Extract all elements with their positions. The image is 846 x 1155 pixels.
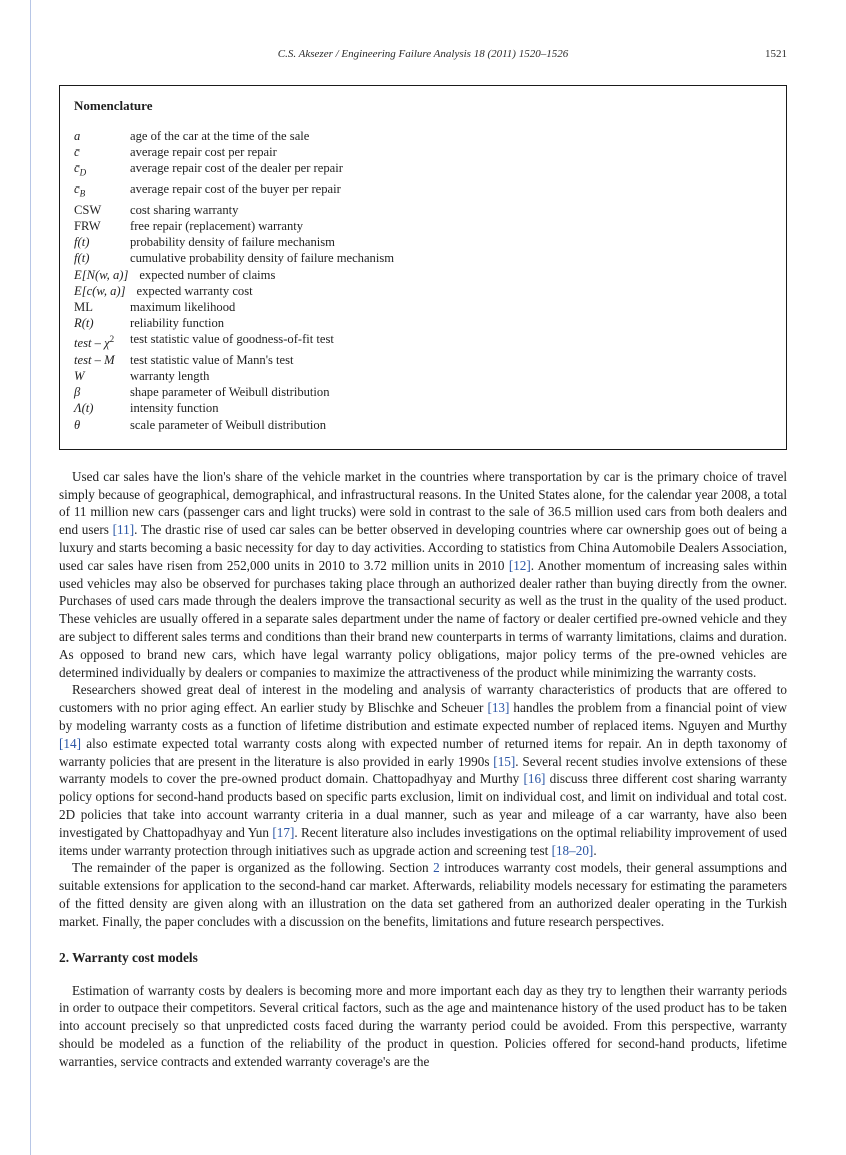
symbol: f(t)	[74, 235, 90, 250]
definition: cumulative probability density of failure mechanism	[130, 251, 395, 266]
symbol: β	[74, 385, 81, 400]
definition: reliability function	[130, 316, 225, 331]
citation-link[interactable]: [16]	[523, 771, 546, 787]
page-content	[59, 0, 787, 1071]
symbol: E[N(w, a)]	[74, 267, 129, 282]
definition: scale parameter of Weibull distribution	[130, 417, 326, 432]
symbol: test – $\chi^2$	[74, 334, 115, 351]
nomenclature-box	[59, 85, 787, 450]
definition: warranty length	[130, 369, 210, 384]
symbol: Λ(t)	[74, 401, 94, 416]
nomenclature-entry	[74, 144, 772, 160]
definition: average repair cost of the buyer per repair	[130, 182, 341, 197]
nomenclature-entry	[74, 218, 772, 234]
symbol: E[c(w, a)]	[74, 283, 126, 298]
citation-link[interactable]: [15]	[493, 753, 516, 769]
definition: expected number of claims	[139, 267, 276, 282]
symbol: a	[74, 129, 81, 143]
nomenclature-entry	[74, 234, 772, 250]
nomenclature-entry	[74, 368, 772, 384]
nomenclature-entry	[74, 202, 772, 218]
citation-link[interactable]: [12]	[508, 557, 531, 573]
definition: test statistic value of Mann's test	[130, 352, 294, 367]
definition: age of the car at the time of the sale	[130, 129, 310, 143]
running-head-title: C.S. Aksezer / Engineering Failure Analysis 18 (2011) 1520–1526	[277, 48, 569, 60]
nomenclature-title: Nomenclature	[74, 98, 153, 113]
symbol: FRW	[74, 219, 101, 234]
nomenclature-entry	[74, 417, 772, 433]
symbol: $c̄_D$	[74, 161, 87, 178]
nomenclature-entry	[74, 384, 772, 400]
symbol: c̄	[74, 145, 80, 160]
section-heading: 2. Warranty cost models	[59, 949, 198, 965]
nomenclature-entry	[74, 160, 772, 181]
definition: probability density of failure mechanism	[130, 235, 335, 250]
nomenclature-entry	[74, 128, 772, 144]
page-left-edge-line	[30, 0, 31, 1155]
nomenclature-entry	[74, 299, 772, 315]
symbol: $c̄_B$	[74, 182, 86, 199]
nomenclature-entry	[74, 181, 772, 202]
citation-link[interactable]: [17]	[272, 824, 295, 840]
symbol: θ	[74, 417, 81, 432]
nomenclature-list	[74, 128, 772, 433]
definition: expected warranty cost	[136, 283, 253, 298]
definition: test statistic value of goodness-of-fit test	[130, 332, 334, 347]
citation-link[interactable]: [18–20]	[551, 842, 594, 858]
paragraph: Estimation of warranty costs by dealers is becoming more and more important each day as they try to lengthen their warranty periods in order to outpace their competitors. Several critical factors, such as the age and maintenance history of the used product has to be taken into account precisely so that unpredicted costs faced during the warranty period could be avoided. From this perspective, warranty should be modeled as a function of the reliability of the product in question. Policies offered for second-hand products, lifetime warranties, service contracts and extended warranty coverage's are the	[59, 982, 787, 1069]
definition: free repair (replacement) warranty	[130, 219, 304, 234]
nomenclature-entry	[74, 250, 772, 266]
symbol: f(t)	[74, 251, 90, 266]
nomenclature-entry	[74, 400, 772, 416]
nomenclature-entry	[74, 352, 772, 368]
nomenclature-entry	[74, 331, 772, 351]
running-head	[59, 48, 787, 61]
definition: intensity function	[130, 401, 219, 416]
definition: average repair cost of the dealer per repair	[130, 161, 343, 176]
nomenclature-entry	[74, 315, 772, 331]
definition: average repair cost per repair	[130, 145, 277, 160]
citation-link[interactable]: [11]	[112, 522, 135, 538]
paragraph: Used car sales have the lion's share of the vehicle market in the countries where transportation by car is the primary choice of travel simply because of geographical, demographical, and infrastructural reasons. In the United States alone, for the calendar year 2008, a total of 11 million new cars (passenger cars and light trucks) were sold in contrast to the sale of 36.5 million used cars from both dealers and end users [11]. The drastic rise of used car sales can be better observed in developing countries where car ownership goes out of being a luxury and starts becoming a basic necessity for day to day activities. According to statistics from China Automobile Dealers Association, used car sales have risen from 252,000 units in 2010 to 3.72 million units in 2010 [12]. Another momentum of increasing sales within used vehicles may also be observed for purchases taking place through an authorized dealer rather than buying directly from the owner. Purchases of used cars made through the dealers improve the transactional security as well as the trust in the quality of the used product. These vehicles are usually offered in a separate sales department under the name of factory or dealer certified pre-owned vehicle and they are subject to different sales terms and conditions than their brand new counterparts in terms of warranty limitations, claims and duration. As opposed to brand new cars, which have legal warranty policy obligations, major policy terms of the pre-owned vehicles are determined individually by dealers or companies to maximize the attractiveness of the product while minimizing the warranty costs.	[59, 468, 787, 680]
symbol: test – M	[74, 352, 115, 367]
symbol: ML	[74, 300, 93, 315]
paragraph: The remainder of the paper is organized as the following. Section 2 introduces warranty cost models, their general assumptions and suitable extensions for application to the second-hand car market. Afterwards, reliability models necessary for estimating the parameters of the fitted density are given along with an illustration on the data set gathered from an authorized dealer operating in the Turkish market. Finally, the paper concludes with a discussion on the benefits, limitations and future research perspectives.	[59, 860, 787, 929]
definition: maximum likelihood	[130, 300, 236, 315]
definition: cost sharing warranty	[130, 202, 239, 217]
symbol: R(t)	[74, 316, 94, 331]
definition: shape parameter of Weibull distribution	[130, 385, 330, 400]
nomenclature-entry	[74, 267, 772, 283]
page-number: 1521	[765, 48, 787, 60]
symbol: W	[74, 369, 85, 384]
body-blocks	[59, 468, 787, 1071]
citation-link[interactable]: 2	[433, 860, 440, 876]
nomenclature-entry	[74, 283, 772, 299]
symbol: CSW	[74, 202, 102, 217]
citation-link[interactable]: [13]	[487, 700, 510, 716]
paragraph: Researchers showed great deal of interest in the modeling and analysis of warranty characteristics of products that are offered to customers with no prior aging effect. An earlier study by Blischke and Scheuer [13] handles the problem from a financial point of view by modeling warranty costs as a function of lifetime distribution and estimate expected number of replaced items. Nguyen and Murthy [14] also estimate expected total warranty costs along with expected number of returned items for repair. An in depth taxonomy of warranty policies that are present in the literature is also provided in early 1990s [15]. Several recent studies involve extensions of these warranty models to cover the pre-owned product domain. Chattopadhyay and Murthy [16] discuss three different cost sharing warranty policy options for second-hand products based on specific parts exclusion, limit on individual cost, and limit on individual and total cost. 2D policies that take into account warranty criteria in a dual manner, such as year and mileage of a car warranty, have also been investigated by Chattopadhyay and Yun [17]. Recent literature also includes investigations on the optimal reliability improvement of used items under warranty protection through initiatives such as upgrade action and screening test [18–20].	[59, 682, 787, 858]
citation-link[interactable]: [14]	[59, 735, 81, 751]
